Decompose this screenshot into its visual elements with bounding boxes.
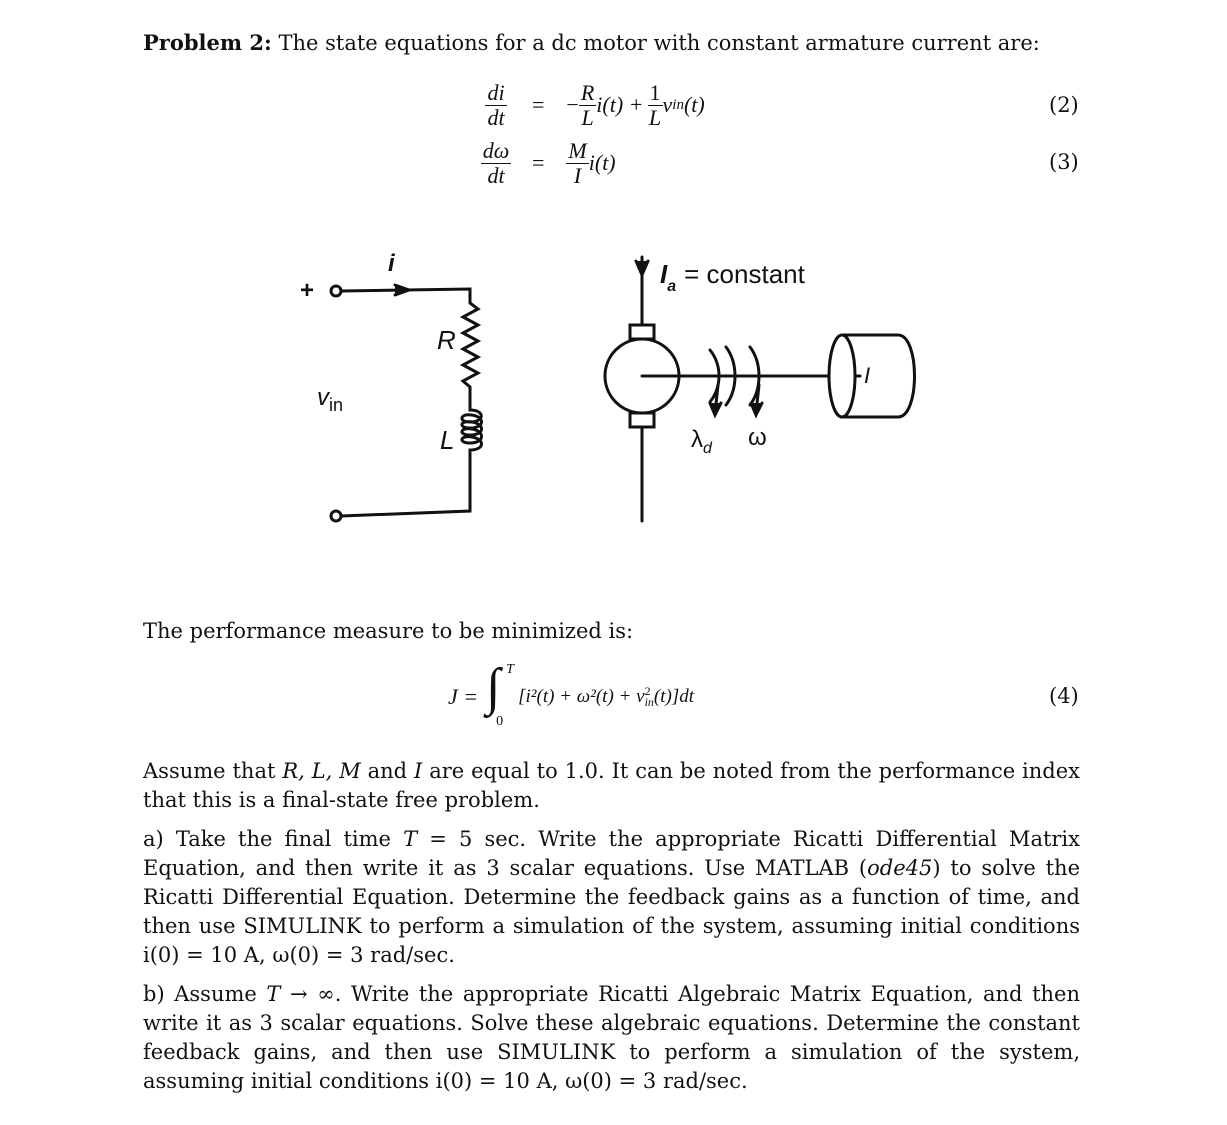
eq2-lhs: $\frac{di}{dt}$ bbox=[487, 79, 505, 130]
eq3-number: (3) bbox=[1049, 150, 1079, 174]
equation-2: $\frac{di}{dt}$ = − $\frac{R}{L}$ i(t) + $\frac{1}{L}$ v in (t) bbox=[478, 76, 705, 134]
armature-current-arrow-icon bbox=[636, 261, 648, 275]
problem-heading bbox=[143, 28, 1143, 58]
eq3-equals: = bbox=[532, 150, 545, 175]
integral-glyph: ∫ bbox=[486, 659, 501, 716]
inductor-label: L bbox=[440, 425, 455, 455]
eq2-number: (2) bbox=[1049, 93, 1079, 117]
part-b-paragraph: b) Assume T → ∞. Write the appropriate Ricatti Algebraic Matrix Equation, and then write it as 3 scalar equations. Solve these algebraic equations. Determine the constant feedback gains, and then use SIMULINK to perform a simulation of the system, assuming initial conditions i(0) = 10 A, ω(0) = 3 rad/sec. bbox=[143, 982, 1080, 1093]
dc-motor-diagram bbox=[280, 235, 960, 535]
assumption-paragraph: Assume that R, L, M and I are equal to 1.0. It can be noted from the performance index that this is a final-state free problem. bbox=[143, 759, 1081, 812]
inertia-label: I bbox=[864, 363, 871, 388]
resistor-symbol bbox=[463, 303, 478, 387]
inductor-symbol bbox=[462, 387, 482, 467]
armature-current-label: $I_a$ = constant bbox=[660, 259, 805, 295]
load-inertia-face bbox=[829, 335, 855, 417]
integral-sign: ∫ T 0 bbox=[486, 659, 514, 729]
resistor-label: R bbox=[437, 325, 456, 355]
eq3-lhs: $\frac{d\omega}{dt}$ bbox=[482, 137, 510, 188]
bottom-brush bbox=[630, 413, 654, 427]
bottom-wire bbox=[341, 467, 470, 516]
plus-label: + bbox=[300, 277, 315, 304]
top-brush bbox=[630, 325, 654, 339]
equation-4: J = ∫ T 0 [i²(t) + ω²(t) + v 2 in (t)]dt bbox=[448, 662, 694, 732]
omega-label: ω bbox=[748, 424, 767, 451]
performance-intro: The performance measure to be minimized is: bbox=[143, 619, 634, 643]
current-arrow-icon bbox=[395, 285, 409, 295]
eq4-number: (4) bbox=[1049, 684, 1079, 708]
vin-label: $v_{in}$ bbox=[317, 384, 344, 415]
problem-label: Problem 2: bbox=[143, 30, 272, 55]
eq2-equals: = bbox=[532, 92, 545, 117]
part-a-paragraph: a) Take the final time T = 5 sec. Write the appropriate Ricatti Differential Matrix Equation, and then write it as 3 scalar equations. Use MATLAB (ode45) to solve the Ricatti Differential Equation. Determine the feedback gains as a function of time, and then use SIMULINK to perform a simulation of the system, assuming initial conditions i(0) = 10 A, ω(0) = 3 rad/sec. bbox=[143, 827, 1081, 967]
current-label: i bbox=[388, 250, 395, 277]
equation-3: $\frac{d\omega}{dt}$ = $\frac{M}{I}$ i(t) bbox=[478, 134, 616, 192]
damping-label: $\lambda_d$ bbox=[691, 426, 712, 457]
problem-intro: The state equations for a dc motor with constant armature current are: bbox=[278, 31, 1040, 55]
